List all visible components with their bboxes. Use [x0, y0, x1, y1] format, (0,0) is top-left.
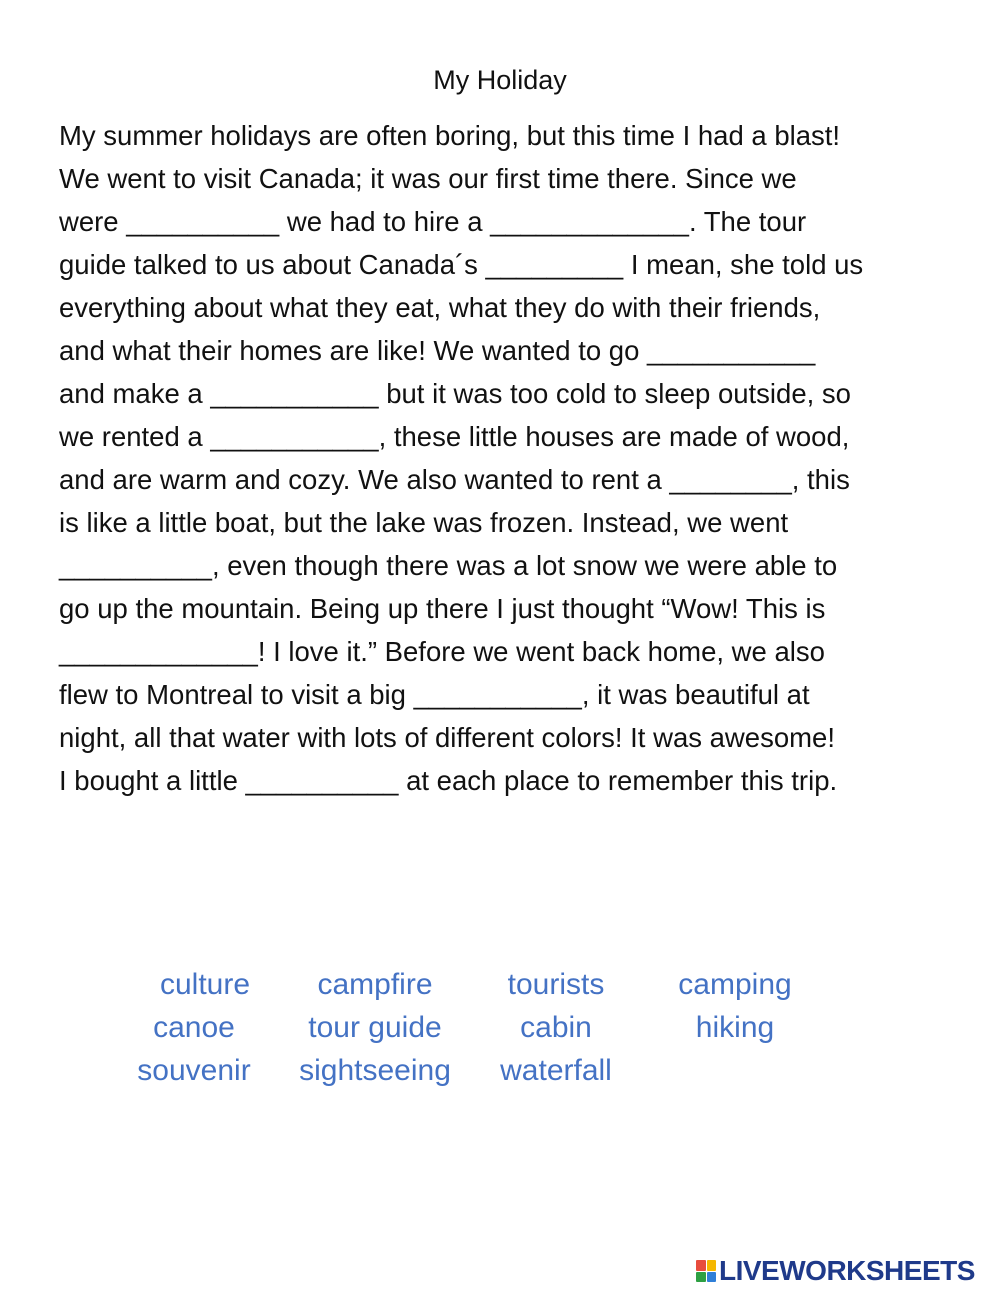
- worksheet-title: My Holiday: [433, 65, 567, 95]
- passage-line: and are warm and cozy. We also wanted to rent a ________, this: [59, 464, 850, 495]
- liveworksheets-logo[interactable]: [696, 1256, 975, 1286]
- word-bank-item: camping: [678, 968, 792, 1001]
- passage-line: I bought a little __________ at each place to remember this trip.: [59, 765, 838, 796]
- word-bank-item: tour guide: [308, 1011, 442, 1044]
- word-bank-item: canoe: [153, 1011, 235, 1044]
- passage-line: and what their homes are like! We wanted to go ___________: [59, 335, 816, 366]
- word-bank-item: tourists: [507, 968, 605, 1001]
- passage-line: night, all that water with lots of different colors! It was awesome!: [59, 722, 835, 753]
- passage-line: My summer holidays are often boring, but this time I had a blast!: [59, 120, 841, 151]
- word-bank-item: sightseeing: [299, 1054, 451, 1087]
- passage-line: and make a ___________ but it was too cold to sleep outside, so: [59, 378, 851, 409]
- passage-line: go up the mountain. Being up there I just thought “Wow! This is: [59, 593, 826, 624]
- passage-line: We went to visit Canada; it was our first time there. Since we: [59, 163, 797, 194]
- passage-line: everything about what they eat, what they do with their friends,: [59, 292, 821, 323]
- word-bank-item: culture: [159, 968, 251, 1001]
- logo-mark-icon: [696, 1260, 716, 1282]
- passage-line: were __________ we had to hire a _____________. The tour: [59, 206, 807, 237]
- passage-line: __________, even though there was a lot snow we were able to: [59, 550, 838, 581]
- word-bank-item: waterfall: [500, 1054, 612, 1087]
- logo-mark-square: [696, 1272, 706, 1283]
- passage: [59, 114, 959, 802]
- passage-line: we rented a ___________, these little houses are made of wood,: [59, 421, 850, 452]
- logo-text: LIVEWORKSHEETS: [719, 1255, 975, 1286]
- word-bank-item: souvenir: [137, 1054, 251, 1087]
- logo-mark-square: [696, 1260, 706, 1271]
- logo-mark-square: [707, 1260, 717, 1271]
- passage-line: _____________! I love it.” Before we went back home, we also: [59, 636, 825, 667]
- word-bank-item: campfire: [317, 968, 433, 1001]
- passage-line: is like a little boat, but the lake was frozen. Instead, we went: [59, 507, 789, 538]
- logo-mark-square: [707, 1272, 717, 1283]
- passage-line: guide talked to us about Canada´s _________ I mean, she told us: [59, 249, 864, 280]
- word-bank-item: hiking: [695, 1011, 775, 1044]
- passage-line: flew to Montreal to visit a big ___________, it was beautiful at: [59, 679, 810, 710]
- word-bank-item: cabin: [520, 1011, 592, 1044]
